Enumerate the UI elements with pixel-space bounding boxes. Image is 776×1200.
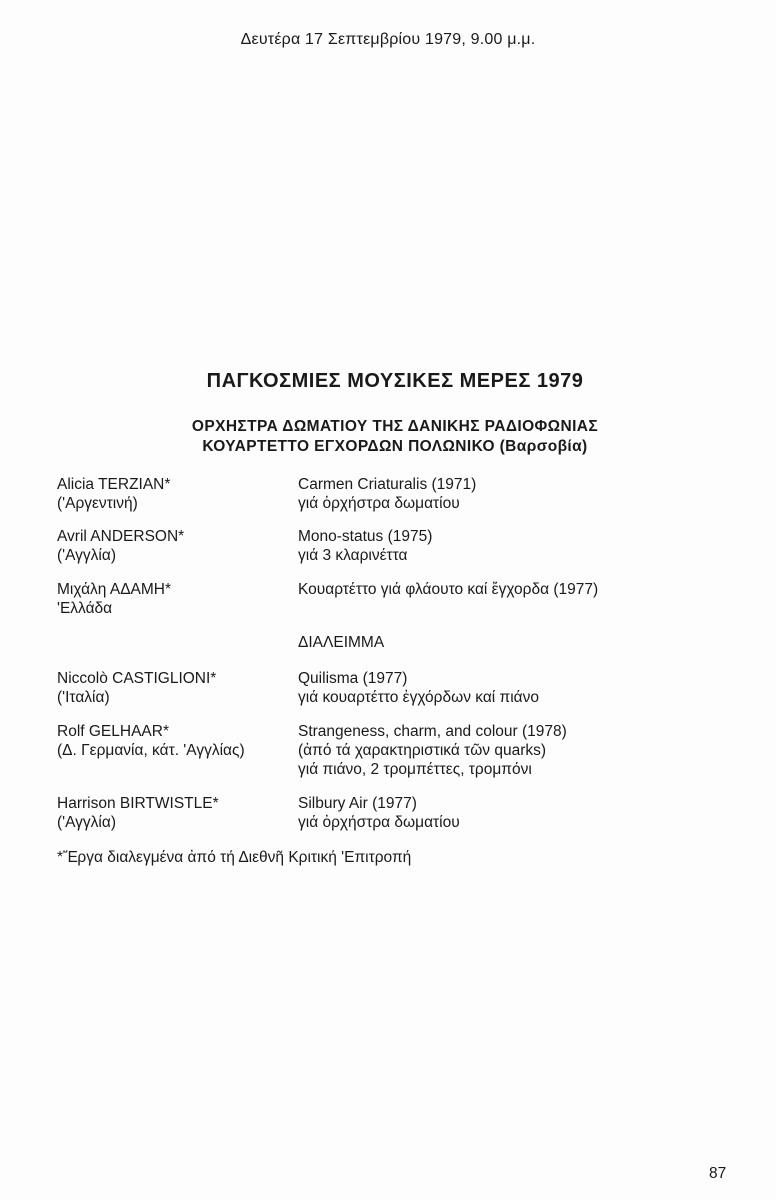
composer-name: Avril ANDERSON* xyxy=(57,528,185,545)
composer-name: Harrison BIRTWISTLE* xyxy=(57,795,219,812)
work-title: Κουαρτέττο γιά φλάουτο καί ἔγχορδα (1977) xyxy=(298,581,599,598)
page-title: ΠΑΓΚΟΣΜΙΕΣ ΜΟΥΣΙΚΕΣ ΜΕΡΕΣ 1979 xyxy=(206,370,584,392)
subtitle-quartet: ΚΟΥΑΡΤΕΤΤΟ ΕΓΧΟΡΔΩΝ ΠΟΛΩΝΙΚΟ (Βαρσοβία) xyxy=(202,438,588,455)
composer-name: Alicia TERZIAN* xyxy=(57,476,171,493)
work-title: Mono-status (1975) xyxy=(298,528,433,545)
composer-country: ('Αγγλία) xyxy=(57,814,116,831)
composer-country: 'Ελλάδα xyxy=(57,600,113,617)
date-line: Δευτέρα 17 Σεπτεμβρίου 1979, 9.00 μ.μ. xyxy=(240,31,536,48)
composer-name: Niccolò CASTIGLIONI* xyxy=(57,670,217,687)
work-detail: γιά ὀρχήστρα δωματίου xyxy=(298,495,460,512)
work-title: Strangeness, charm, and colour (1978) xyxy=(298,723,567,740)
work-detail: γιά 3 κλαρινέττα xyxy=(298,547,408,564)
composer-country: (Δ. Γερμανία, κάτ. 'Αγγλίας) xyxy=(57,742,245,759)
work-detail: (ἀπό τά χαρακτηριστικά τῶν quarks) xyxy=(298,742,547,759)
composer-name: Μιχάλη ΑΔΑΜΗ* xyxy=(57,581,172,598)
composer-country: ('Αργεντινή) xyxy=(57,495,138,512)
composer-country: ('Ιταλία) xyxy=(57,689,110,706)
work-detail: γιά ὀρχήστρα δωματίου xyxy=(298,814,460,831)
work-title: Quilisma (1977) xyxy=(298,670,408,687)
work-title: Silbury Air (1977) xyxy=(298,795,417,812)
composer-name: Rolf GELHAAR* xyxy=(57,723,169,740)
intermission-label: ΔΙΑΛΕΙΜΜΑ xyxy=(298,634,385,651)
work-detail: γιά κουαρτέττο ἐγχόρδων καί πιάνο xyxy=(298,689,540,706)
work-detail: γιά πιάνο, 2 τρομπέττες, τρομπόνι xyxy=(298,761,532,778)
page-number: 87 xyxy=(709,1165,727,1182)
work-title: Carmen Criaturalis (1971) xyxy=(298,476,477,493)
footnote: *Ἔργα διαλεγμένα ἀπό τή Διεθνῆ Κριτική 'Επιτροπή xyxy=(57,849,412,866)
composer-country: ('Αγγλία) xyxy=(57,547,116,564)
subtitle-orchestra: ΟΡΧΗΣΤΡΑ ΔΩΜΑΤΙΟΥ ΤΗΣ ΔΑΝΙΚΗΣ ΡΑΔΙΟΦΩΝΙΑΣ xyxy=(191,418,599,435)
